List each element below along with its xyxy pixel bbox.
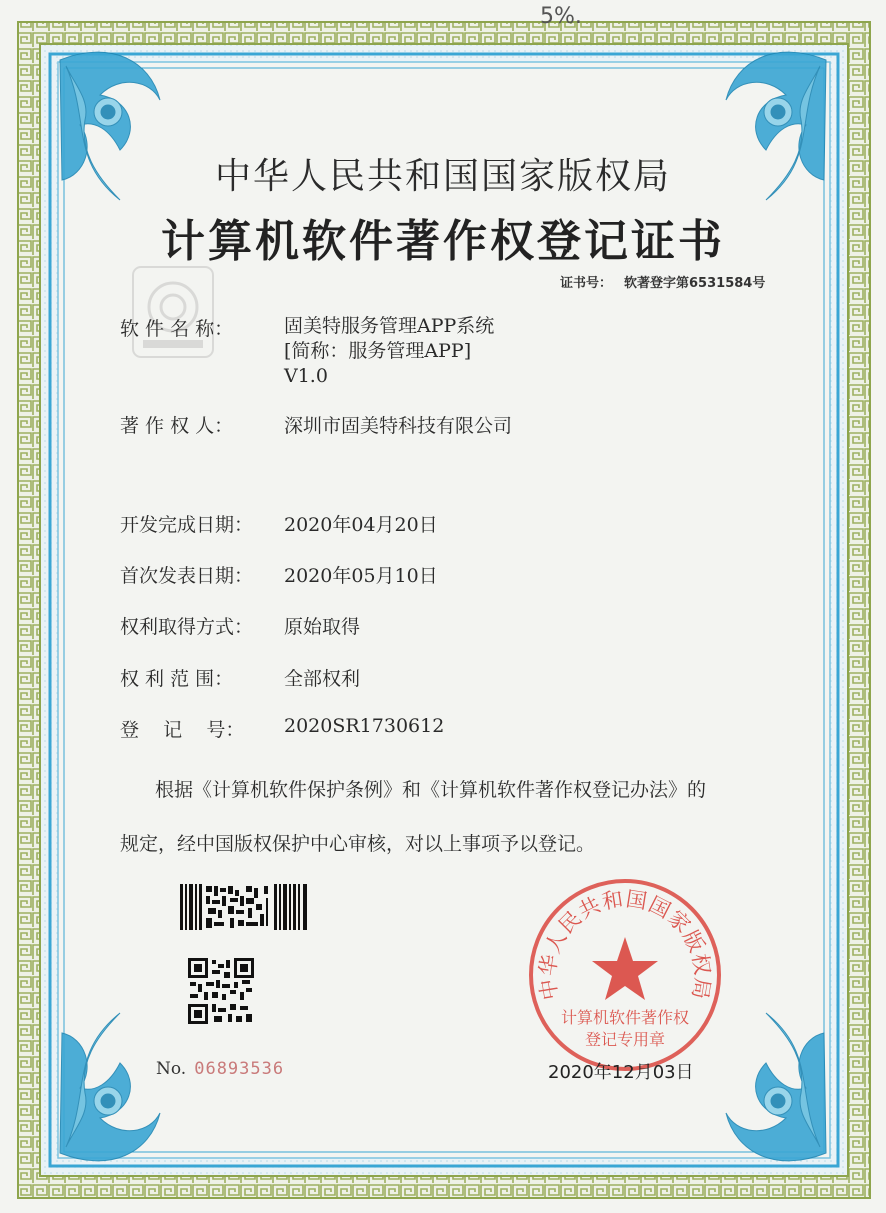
dev-date-label: 开发完成日期： bbox=[120, 514, 254, 536]
official-seal bbox=[525, 875, 725, 1075]
owner-value: 深圳市固美特科技有限公司 bbox=[284, 415, 513, 437]
seal-ring-text: 中华人民共和国国家版权局 bbox=[535, 886, 715, 1002]
watermark-emblem bbox=[128, 262, 218, 362]
publish-date-label: 首次发表日期： bbox=[120, 565, 254, 587]
software-name-label: 软 件 名 称： bbox=[120, 318, 234, 340]
reg-no-value: 2020SR1730612 bbox=[284, 715, 445, 737]
star-icon bbox=[592, 937, 658, 1000]
scope-label: 权 利 范 围： bbox=[120, 668, 234, 690]
qr-code bbox=[188, 958, 254, 1024]
owner-label: 著 作 权 人： bbox=[120, 415, 234, 437]
software-name-value bbox=[284, 314, 494, 389]
scope-value: 全部权利 bbox=[284, 668, 361, 690]
dev-date-value: 2020年04月20日 bbox=[284, 514, 438, 536]
statement-line-1: 根据《计算机软件保护条例》和《计算机软件著作权登记办法》的 bbox=[155, 779, 707, 801]
statement-line-2: 规定，经中国版权保护中心审核，对以上事项予以登记。 bbox=[120, 833, 596, 855]
acquisition-value: 原始取得 bbox=[284, 616, 361, 638]
agency-title: 中华人民共和国国家版权局 bbox=[214, 156, 671, 197]
acquisition-label: 权利取得方式： bbox=[120, 616, 254, 638]
serial-label: No. bbox=[156, 1059, 187, 1079]
seal-line-2: 登记专用章 bbox=[584, 1030, 666, 1049]
reg-no-label: 登 记 号： bbox=[120, 719, 245, 741]
cert-number-value: 软著登字第6531584号 bbox=[624, 276, 766, 291]
seal-line-1: 计算机软件著作权 bbox=[560, 1008, 690, 1027]
cert-number bbox=[560, 272, 777, 291]
software-version-line: V1.0 bbox=[284, 365, 328, 387]
serial-value: 06893536 bbox=[194, 1059, 285, 1079]
issue-date: 2020年12月03日 bbox=[548, 1062, 694, 1083]
serial-number bbox=[156, 1059, 284, 1079]
handwritten-note: 5%. bbox=[540, 4, 582, 29]
publish-date-value: 2020年05月10日 bbox=[284, 565, 438, 587]
software-name-line: 固美特服务管理APP系统 bbox=[284, 315, 495, 337]
barcode bbox=[180, 884, 310, 930]
cert-number-label: 证书号： bbox=[560, 276, 613, 291]
certificate-title: 计算机软件著作权登记证书 bbox=[161, 216, 725, 267]
software-short-name-line: [简称：服务管理APP] bbox=[284, 340, 472, 362]
